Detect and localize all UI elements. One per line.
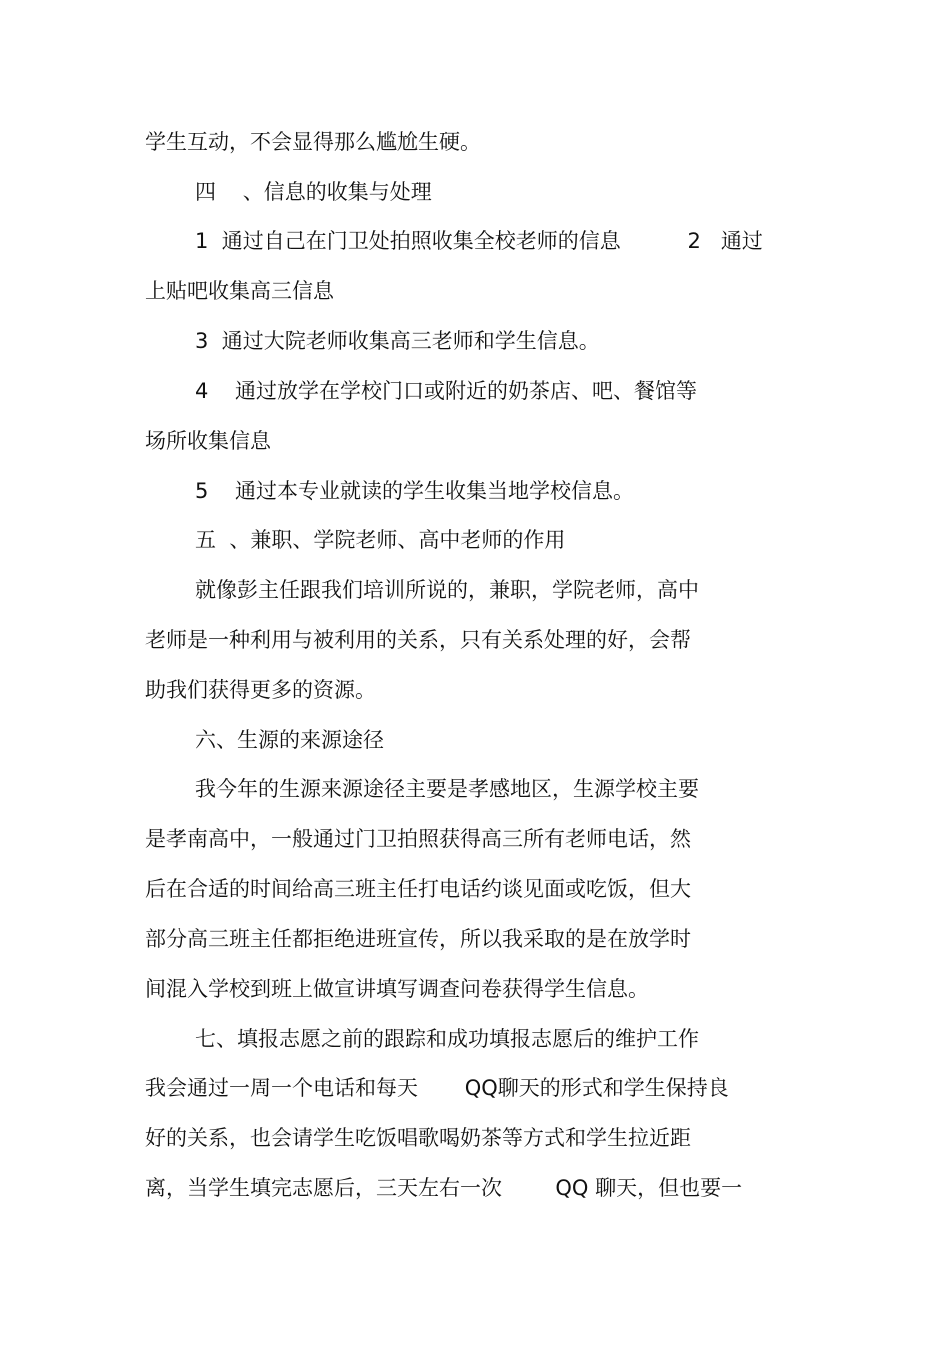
text-line: 离，当学生填完志愿后，三天左右一次 QQ 聊天，但也要一 bbox=[145, 1176, 743, 1200]
text-line: 后在合适的时间给高三班主任打电话约谈见面或吃饭，但大 bbox=[145, 877, 691, 901]
text-line: 1 通过自己在门卫处拍照收集全校老师的信息 2 通过 bbox=[195, 229, 763, 253]
text-line: 老师是一种利用与被利用的关系，只有关系处理的好，会帮 bbox=[145, 628, 691, 652]
text-line: 上贴吧收集高三信息 bbox=[145, 279, 334, 303]
text-line: 就像彭主任跟我们培训所说的，兼职，学院老师，高中 bbox=[195, 578, 699, 602]
text-line: 4 通过放学在学校门口或附近的奶茶店、吧、餐馆等 bbox=[195, 379, 698, 403]
section-heading: 五 、兼职、学院老师、高中老师的作用 bbox=[195, 528, 566, 552]
text-line: 我今年的生源来源途径主要是孝感地区，生源学校主要 bbox=[195, 777, 699, 801]
text-line: 好的关系，也会请学生吃饭唱歌喝奶茶等方式和学生拉近距 bbox=[145, 1126, 691, 1150]
text-line: 3 通过大院老师收集高三老师和学生信息。 bbox=[195, 329, 600, 353]
text-line: 场所收集信息 bbox=[145, 429, 271, 453]
text-line: 我会通过一周一个电话和每天 QQ聊天的形式和学生保持良 bbox=[145, 1076, 729, 1100]
text-line: 助我们获得更多的资源。 bbox=[145, 678, 376, 702]
text-line: 部分高三班主任都拒绝进班宣传，所以我采取的是在放学时 bbox=[145, 927, 691, 951]
section-heading: 四 、信息的收集与处理 bbox=[195, 180, 432, 204]
text-line: 学生互动，不会显得那么尴尬生硬。 bbox=[145, 130, 481, 154]
text-line: 5 通过本专业就读的学生收集当地学校信息。 bbox=[195, 479, 635, 503]
text-line: 间混入学校到班上做宣讲填写调查问卷获得学生信息。 bbox=[145, 977, 649, 1001]
section-heading: 七、填报志愿之前的跟踪和成功填报志愿后的维护工作 bbox=[195, 1027, 699, 1051]
text-line: 是孝南高中，一般通过门卫拍照获得高三所有老师电话，然 bbox=[145, 827, 691, 851]
section-heading: 六、生源的来源途径 bbox=[195, 728, 384, 752]
